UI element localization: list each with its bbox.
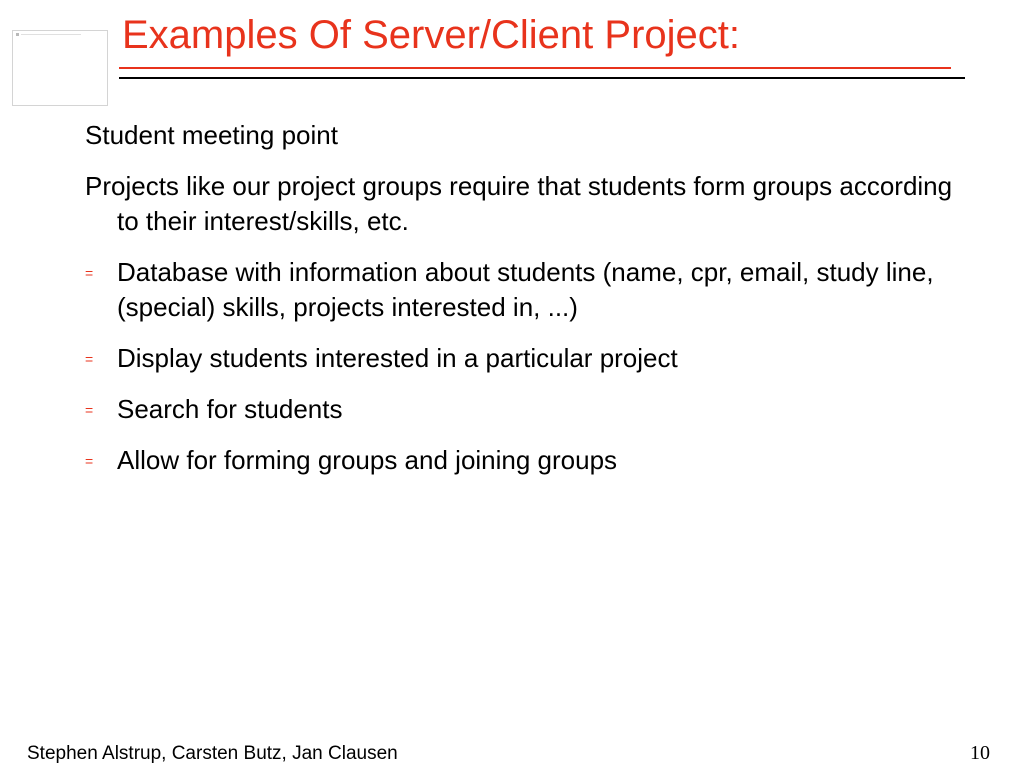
title-underline-black — [119, 77, 965, 79]
slide-body — [85, 118, 965, 494]
bullet-marker-icon: = — [85, 453, 94, 469]
body-paragraph: Projects like our project groups require that students form groups according to their interest/skills, etc. — [85, 171, 953, 236]
bullet-item — [85, 443, 965, 478]
broken-image-icon — [16, 33, 19, 36]
slide-title: Examples Of Server/Client Project: — [122, 13, 740, 57]
bullet-item — [85, 341, 965, 376]
logo-placeholder — [12, 30, 108, 106]
bullet-item — [85, 255, 965, 325]
bullet-marker-icon: = — [85, 351, 94, 367]
bullet-marker-icon: = — [85, 265, 94, 281]
bullet-item — [85, 392, 965, 427]
bullet-marker-icon: = — [85, 402, 94, 418]
footer-authors: Stephen Alstrup, Carsten Butz, Jan Clausen — [27, 743, 398, 764]
bullet-text: Search for students — [117, 394, 343, 424]
bullet-text: Database with information about students (name, cpr, email, study line, (special) skills, projects interested in, ...) — [117, 257, 934, 322]
logo-caption-line — [21, 34, 81, 35]
body-paragraph: Student meeting point — [85, 120, 338, 150]
title-underline-red — [119, 67, 951, 69]
bullet-text: Display students interested in a particular project — [117, 343, 678, 373]
page-number: 10 — [970, 742, 990, 764]
bullet-text: Allow for forming groups and joining groups — [117, 445, 618, 475]
